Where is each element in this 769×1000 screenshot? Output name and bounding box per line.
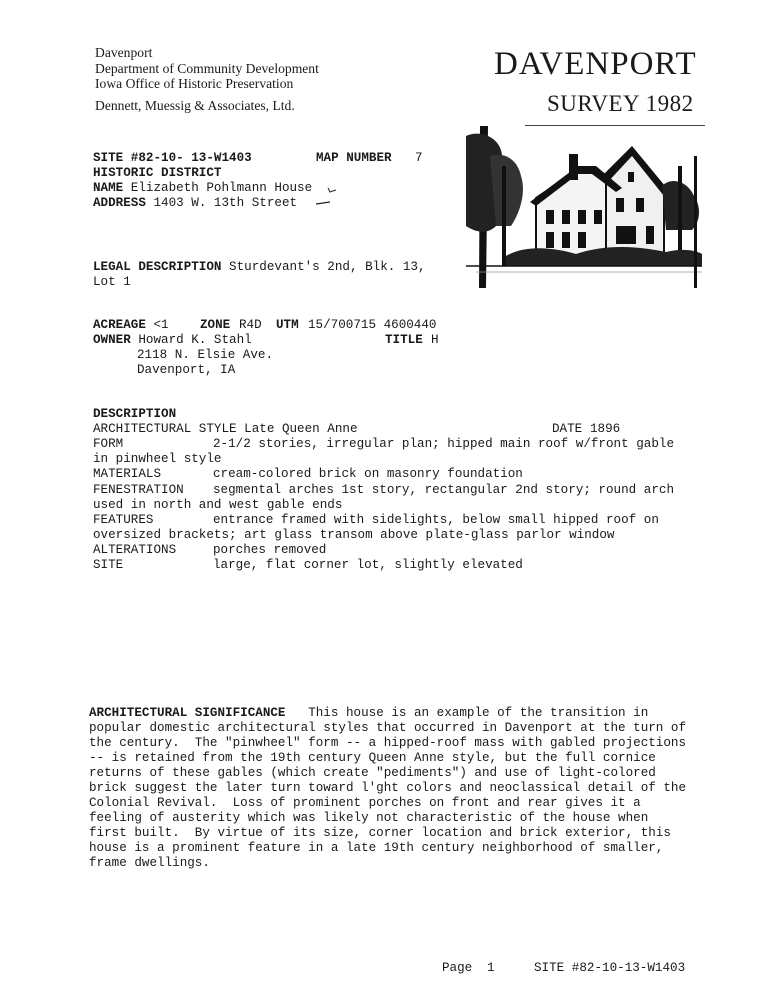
alterations-value: porches removed (213, 543, 327, 557)
significance-line-2: popular domestic architectural styles that occurred in Davenport at the turn of (89, 721, 687, 735)
style-label: ARCHITECTURAL STYLE (93, 422, 237, 436)
title-label: TITLE (385, 333, 423, 347)
materials-line (93, 467, 523, 482)
significance-line-8: feeling of austerity which was likely not characteristic of the house when (89, 811, 649, 825)
header-agency-block (95, 45, 319, 113)
significance-line-1 (89, 706, 648, 721)
legal-value-continued: Lot 1 (93, 275, 131, 289)
page-number: 1 (487, 961, 495, 975)
owner-line (93, 333, 439, 348)
survey-title: DAVENPORT (494, 46, 697, 82)
significance-line-9: first built. By virtue of its size, corner location and brick exterior, this (89, 826, 671, 840)
survey-subtitle: SURVEY 1982 (547, 91, 694, 116)
date-value: 1896 (590, 422, 621, 436)
date-label: DATE (552, 422, 583, 436)
map-number-label: MAP NUMBER (316, 151, 392, 165)
style-value: Late Queen Anne (244, 422, 358, 436)
legal-label: LEGAL DESCRIPTION (93, 260, 222, 274)
historic-district-label: HISTORIC DISTRICT (93, 166, 222, 180)
owner-value: Howard K. Stahl (138, 333, 252, 347)
legal-description-line (93, 260, 426, 275)
zone-value: R4D (239, 318, 262, 332)
address-line (93, 196, 297, 211)
alterations-label: ALTERATIONS (93, 543, 177, 557)
significance-line-10: house is a prominent feature in a late 19th century neighborhood of smaller, (89, 841, 664, 855)
page-label: Page (442, 961, 473, 975)
footer-site-ref: SITE #82-10-13-W1403 (534, 961, 686, 975)
style-line (93, 422, 621, 437)
significance-text-1: This house is an example of the transition in (308, 706, 649, 720)
fenestration-line (93, 483, 675, 498)
header-department: Department of Community Development (95, 60, 319, 76)
features-value: entrance framed with sidelights, below small hipped roof on (213, 513, 659, 527)
form-value: 2-1/2 stories, irregular plan; hipped main roof w/front gable (213, 437, 675, 451)
name-line (93, 181, 312, 196)
features-line (93, 513, 659, 528)
fenestration-value: segmental arches 1st story, rectangular 2nd story; round arch (213, 483, 675, 497)
acreage-line (93, 318, 437, 333)
zone-label: ZONE (200, 318, 231, 332)
form-continued: in pinwheel style (93, 452, 222, 466)
header-city: Davenport (95, 45, 153, 60)
address-label: ADDRESS (93, 196, 146, 210)
significance-label: ARCHITECTURAL SIGNIFICANCE (89, 706, 286, 720)
site-description-line (93, 558, 523, 573)
header-office: Iowa Office of Historic Preservation (95, 76, 294, 91)
legal-value: Sturdevant's 2nd, Blk. 13, (229, 260, 426, 274)
footer-line (442, 961, 686, 976)
significance-line-7: Colonial Revival. Loss of prominent porches on front and rear gives it a (89, 796, 641, 810)
form-label: FORM (93, 437, 124, 451)
name-label: NAME (93, 181, 124, 195)
owner-address-line2: Davenport, IA (137, 363, 236, 377)
acreage-label: ACREAGE (93, 318, 146, 332)
utm-label: UTM (276, 318, 299, 332)
significance-line-5: returns of these gables (which create "pediments") and use of light-colored (89, 766, 656, 780)
form-line (93, 437, 675, 452)
significance-line-6: brick suggest the later turn toward l'ght colors and neoclassical detail of the (89, 781, 687, 795)
handwritten-tick-marks (300, 186, 336, 210)
site-line (93, 151, 423, 166)
significance-line-4: -- is retained from the 19th century Queen Anne style, but the full cornice (89, 751, 656, 765)
owner-label: OWNER (93, 333, 131, 347)
house-photo-icon (466, 126, 702, 288)
utm-value: 15/700715 4600440 (308, 318, 437, 332)
name-value: Elizabeth Pohlmann House (130, 181, 313, 195)
features-continued: oversized brackets; art glass transom above plate-glass parlor window (93, 528, 615, 542)
fenestration-label: FENESTRATION (93, 483, 184, 497)
site-number: SITE #82-10- 13-W1403 (93, 151, 252, 165)
description-heading: DESCRIPTION (93, 407, 177, 421)
site-description-label: SITE (93, 558, 124, 572)
alterations-line (93, 543, 327, 558)
acreage-value: <1 (153, 318, 169, 332)
features-label: FEATURES (93, 513, 154, 527)
address-value: 1403 W. 13th Street (153, 196, 298, 210)
owner-address-line1: 2118 N. Elsie Ave. (137, 348, 274, 362)
significance-line-11: frame dwellings. (89, 856, 210, 870)
site-description-value: large, flat corner lot, slightly elevated (213, 558, 523, 572)
significance-line-3: the century. The "pinwheel" form -- a hipped-roof mass with gabled projections (89, 736, 687, 750)
title-value: H (431, 333, 439, 347)
map-number-value: 7 (415, 151, 423, 165)
header-firm: Dennett, Muessig & Associates, Ltd. (95, 97, 295, 113)
fenestration-continued: used in north and west gable ends (93, 498, 343, 512)
materials-value: cream-colored brick on masonry foundation (213, 467, 523, 481)
materials-label: MATERIALS (93, 467, 162, 481)
